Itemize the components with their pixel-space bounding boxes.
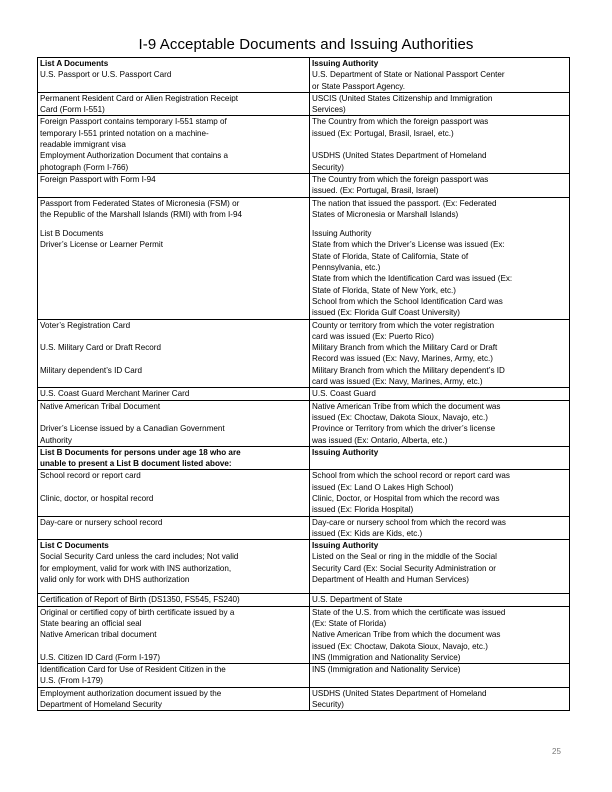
cell-line: Issuing Authority	[312, 541, 379, 551]
issuing-authority-cell	[310, 319, 570, 388]
cell-line: School from which the School Identification Card was	[312, 296, 503, 306]
cell-line: County or territory from which the voter registration	[312, 320, 495, 330]
cell-line	[40, 220, 307, 228]
cell-line: The Country from which the foreign passport was	[312, 174, 489, 184]
issuing-authority-cell	[310, 388, 570, 400]
cell-line: School from which the school record or report card was	[312, 471, 510, 481]
cell-line: issued (Ex: Land O Lakes High School)	[312, 482, 454, 492]
cell-line: issued (Ex: Florida Gulf Coast University)	[312, 308, 460, 318]
cell-line: List A Documents	[40, 59, 109, 68]
cell-line: U.S. Coast Guard	[312, 389, 376, 399]
document-cell	[38, 116, 310, 173]
document-cell	[38, 58, 310, 93]
cell-line: USDHS (United States Department of Homeland	[312, 688, 487, 698]
table-row	[38, 116, 570, 173]
issuing-authority-cell	[310, 540, 570, 594]
cell-line: Day-care or nursery school record	[40, 517, 163, 527]
cell-line: issued (Ex: Choctaw, Dakota Sioux, Navajo, etc.)	[312, 412, 488, 422]
cell-line: Employment authorization document issued by the	[40, 688, 222, 698]
cell-line: Native American Tribe from which the document was	[312, 401, 501, 411]
cell-line: State from which the Driver’s License was issued (Ex:	[312, 240, 505, 250]
table-row	[38, 606, 570, 663]
cell-line: Foreign Passport with Form I-94	[40, 174, 156, 184]
cell-line: States of Micronesia or Marshall Islands)	[312, 209, 459, 219]
cell-line: Driver’s License issued by a Canadian Government	[40, 424, 225, 434]
cell-line: Employment Authorization Document that contains a	[40, 151, 229, 161]
cell-line: photograph (Form I-766)	[40, 162, 129, 172]
table-row	[38, 400, 570, 446]
table-row	[38, 58, 570, 93]
cell-line: Native American Tribal Document	[40, 401, 161, 411]
document-cell	[38, 319, 310, 388]
cell-line: (Ex: State of Florida)	[312, 618, 387, 628]
issuing-authority-cell	[310, 173, 570, 197]
table-row	[38, 173, 570, 197]
cell-line: State of the U.S. from which the certificate was issued	[312, 607, 506, 617]
table-row	[38, 446, 570, 470]
cell-line: U.S. Military Card or Draft Record	[40, 343, 161, 353]
cell-line: School record or report card	[40, 471, 141, 481]
issuing-authority-cell	[310, 594, 570, 606]
documents-table	[37, 57, 570, 711]
table-row	[38, 687, 570, 711]
cell-line: Voter’s Registration Card	[40, 320, 131, 330]
issuing-authority-cell	[310, 116, 570, 173]
cell-line: valid only for work with DHS authorization	[40, 575, 190, 585]
table-row	[38, 92, 570, 116]
cell-line: readable immigrant visa	[40, 140, 126, 150]
cell-line: for employment, valid for work with INS authorization,	[40, 563, 232, 573]
cell-line: State of Florida, State of California, State of	[312, 251, 469, 261]
cell-line: The Country from which the foreign passport was	[312, 117, 489, 127]
issuing-authority-cell	[310, 606, 570, 663]
issuing-authority-cell	[310, 446, 570, 470]
document-cell	[38, 470, 310, 516]
cell-line: Department of Health and Human Services)	[312, 575, 470, 585]
cell-line: Passport from Federated States of Micronesia (FSM) or	[40, 198, 240, 208]
document-cell	[38, 516, 310, 540]
document-cell	[38, 540, 310, 594]
issuing-authority-cell	[310, 664, 570, 688]
cell-line: issued (Ex: Florida Hospital)	[312, 505, 414, 515]
cell-line: Military Branch from which the Military Card or Draft	[312, 343, 498, 353]
cell-line: U.S. Coast Guard Merchant Mariner Card	[40, 389, 190, 399]
document-cell	[38, 173, 310, 197]
cell-line: Card (Form I-551)	[40, 105, 105, 115]
cell-line: Issuing Authority	[312, 447, 379, 457]
cell-line: Clinic, doctor, or hospital record	[40, 493, 154, 503]
document-cell	[38, 197, 310, 319]
table-row	[38, 388, 570, 400]
document-cell	[38, 400, 310, 446]
cell-line	[40, 331, 307, 342]
cell-line: List B Documents	[40, 229, 104, 239]
cell-line: Clinic, Doctor, or Hospital from which the record was	[312, 493, 500, 503]
table-row	[38, 197, 570, 319]
cell-line: Foreign Passport contains temporary I-551 stamp of	[40, 117, 227, 127]
cell-line: U.S. Citizen ID Card (Form I-197)	[40, 652, 161, 662]
cell-line: Security Card (Ex: Social Security Administration or	[312, 563, 496, 573]
cell-line: Security)	[312, 162, 344, 172]
cell-line: the Republic of the Marshall Islands (RMI) with from I-94	[40, 209, 242, 219]
cell-line: card was issued (Ex: Navy, Marines, Army, etc.)	[312, 377, 483, 387]
document-cell	[38, 388, 310, 400]
cell-line: State bearing an official seal	[40, 618, 142, 628]
issuing-authority-cell	[310, 470, 570, 516]
documents-table-body	[38, 58, 570, 711]
cell-line: Record was issued (Ex: Navy, Marines, Army, etc.)	[312, 354, 493, 364]
issuing-authority-cell	[310, 197, 570, 319]
cell-line: Services)	[312, 105, 346, 115]
document-cell	[38, 606, 310, 663]
cell-line	[312, 585, 567, 593]
document-cell	[38, 92, 310, 116]
cell-line: Permanent Resident Card or Alien Registration Receipt	[40, 93, 238, 103]
document-cell	[38, 446, 310, 470]
table-row	[38, 664, 570, 688]
cell-line: Listed on the Seal or ring in the middle of the Social	[312, 552, 497, 562]
cell-line: USDHS (United States Department of Homeland	[312, 151, 487, 161]
cell-line: State from which the Identification Card was issued (Ex:	[312, 274, 513, 284]
table-row	[38, 470, 570, 516]
cell-line: Driver’s License or Learner Permit	[40, 240, 163, 250]
cell-line: Pennsylvania, etc.)	[312, 263, 381, 273]
cell-line: issued (Ex: Choctaw, Dakota Sioux, Navajo, etc.)	[312, 641, 488, 651]
cell-line: Day-care or nursery school from which the record was	[312, 517, 506, 527]
page-title: I-9 Acceptable Documents and Issuing Authorities	[138, 36, 474, 53]
table-row	[38, 540, 570, 594]
table-row	[38, 594, 570, 606]
document-cell	[38, 594, 310, 606]
cell-line: unable to present a List B document listed above:	[40, 459, 232, 469]
cell-line	[40, 353, 307, 364]
cell-line: List C Documents	[40, 541, 109, 551]
cell-line: Military Branch from which the Military dependent’s ID	[312, 365, 505, 375]
cell-line: or State Passport Agency.	[312, 81, 405, 91]
cell-line: Native American Tribe from which the document was	[312, 630, 501, 640]
table-row	[38, 319, 570, 388]
cell-line	[40, 482, 307, 493]
cell-line: Identification Card for Use of Resident Citizen in the	[40, 665, 226, 675]
cell-line: Original or certified copy of birth certificate issued by a	[40, 607, 235, 617]
cell-line: INS (Immigration and Nationality Service)	[312, 652, 461, 662]
cell-line: Military dependent’s ID Card	[40, 365, 142, 375]
issuing-authority-cell	[310, 92, 570, 116]
cell-line: The nation that issued the passport. (Ex: Federated	[312, 198, 497, 208]
cell-line: Issuing Authority	[312, 59, 379, 68]
cell-line: Native American tribal document	[40, 630, 157, 640]
document-cell	[38, 664, 310, 688]
cell-line	[40, 585, 307, 593]
cell-line: Province or Territory from which the driver’s license	[312, 424, 496, 434]
cell-line: Security)	[312, 700, 344, 710]
cell-line: U.S. (From I-179)	[40, 676, 103, 686]
page-number: 25	[552, 747, 561, 756]
cell-line: Social Security Card unless the card includes; Not valid	[40, 552, 239, 562]
cell-line: was issued (Ex: Ontario, Alberta, etc.)	[312, 435, 448, 445]
cell-line: U.S. Department of State or National Passport Center	[312, 70, 505, 80]
cell-line	[40, 412, 307, 423]
issuing-authority-cell	[310, 58, 570, 93]
cell-line: Certification of Report of Birth (DS1350, FS545, FS240)	[40, 595, 240, 605]
cell-line: U.S. Department of State	[312, 595, 403, 605]
cell-line: issued. (Ex: Portugal, Brasil, Israel)	[312, 186, 439, 196]
table-row	[38, 516, 570, 540]
cell-line: temporary I-551 printed notation on a machine-	[40, 128, 209, 138]
issuing-authority-cell	[310, 687, 570, 711]
cell-line	[312, 139, 567, 150]
cell-line: List B Documents for persons under age 18 who are	[40, 447, 241, 457]
cell-line	[312, 220, 567, 228]
cell-line: INS (Immigration and Nationality Service)	[312, 665, 461, 675]
cell-line: issued (Ex: Portugal, Brasil, Israel, etc.)	[312, 128, 454, 138]
cell-line: issued (Ex: Kids are Kids, etc.)	[312, 528, 423, 538]
cell-line: card was issued (Ex: Puerto Rico)	[312, 331, 434, 341]
cell-line: Authority	[40, 435, 72, 445]
cell-line: USCIS (United States Citizenship and Immigration	[312, 93, 493, 103]
cell-line: State of Florida, State of New York, etc.)	[312, 285, 456, 295]
issuing-authority-cell	[310, 516, 570, 540]
issuing-authority-cell	[310, 400, 570, 446]
document-cell	[38, 687, 310, 711]
cell-line	[40, 641, 307, 652]
cell-line: Issuing Authority	[312, 229, 372, 239]
cell-line: Department of Homeland Security	[40, 700, 162, 710]
cell-line: U.S. Passport or U.S. Passport Card	[40, 70, 172, 80]
